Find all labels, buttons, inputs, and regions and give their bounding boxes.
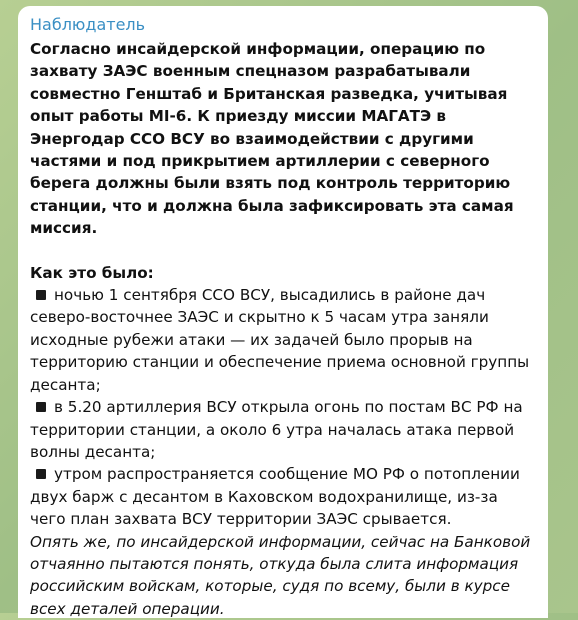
- paragraph-gap: [30, 240, 536, 262]
- bullet-text: в 5.20 артиллерия ВСУ открыла огонь по постам ВС РФ на территории станции, а около 6 утра началась атака первой волны десанта;: [30, 398, 523, 461]
- message-text: [30, 38, 536, 620]
- black-square-icon: [36, 469, 46, 479]
- channel-name[interactable]: Наблюдатель: [30, 15, 146, 34]
- list-item: [30, 284, 536, 396]
- message-bubble: [18, 6, 548, 618]
- list-item: [30, 396, 536, 463]
- bold-paragraph: Согласно инсайдерской информации, операцию по захвату ЗАЭС военным спецназом разрабатывали совместно Генштаб и Британская разведка, учитывая опыт работы MI-6. К приезду миссии МАГАТЭ в Энергодар ССО ВСУ во взаимодействии с другими частями и под прикрытием артиллерии с северного берега должны были взять под контроль территорию станции, что и должна была зафиксировать эта самая миссия.: [30, 40, 514, 238]
- italic-paragraph: Опять же, по инсайдерской информации, сейчас на Банковой отчаянно пытаются понять, откуда была слита информация российским войскам, которые, судя по всему, были в курсе всех деталей операции.: [30, 532, 531, 618]
- bullet-text: утром распространяется сообщение МО РФ о потоплении двух барж с десантом в Каховском водохранилище, из-за чего план захвата ВСУ территории ЗАЭС срывается.: [30, 465, 520, 529]
- black-square-icon: [36, 290, 46, 300]
- bullet-text: ночью 1 сентября ССО ВСУ, высадились в районе дач северо-восточнее ЗАЭС и скрытно к 5 часам утра заняли исходные рубежи атаки — их задачей было прорыв на территорию станции и обеспечение приема основной группы десанта;: [30, 286, 530, 394]
- subheading: Как это было:: [30, 263, 154, 282]
- black-square-icon: [36, 402, 46, 412]
- list-item: [30, 463, 536, 530]
